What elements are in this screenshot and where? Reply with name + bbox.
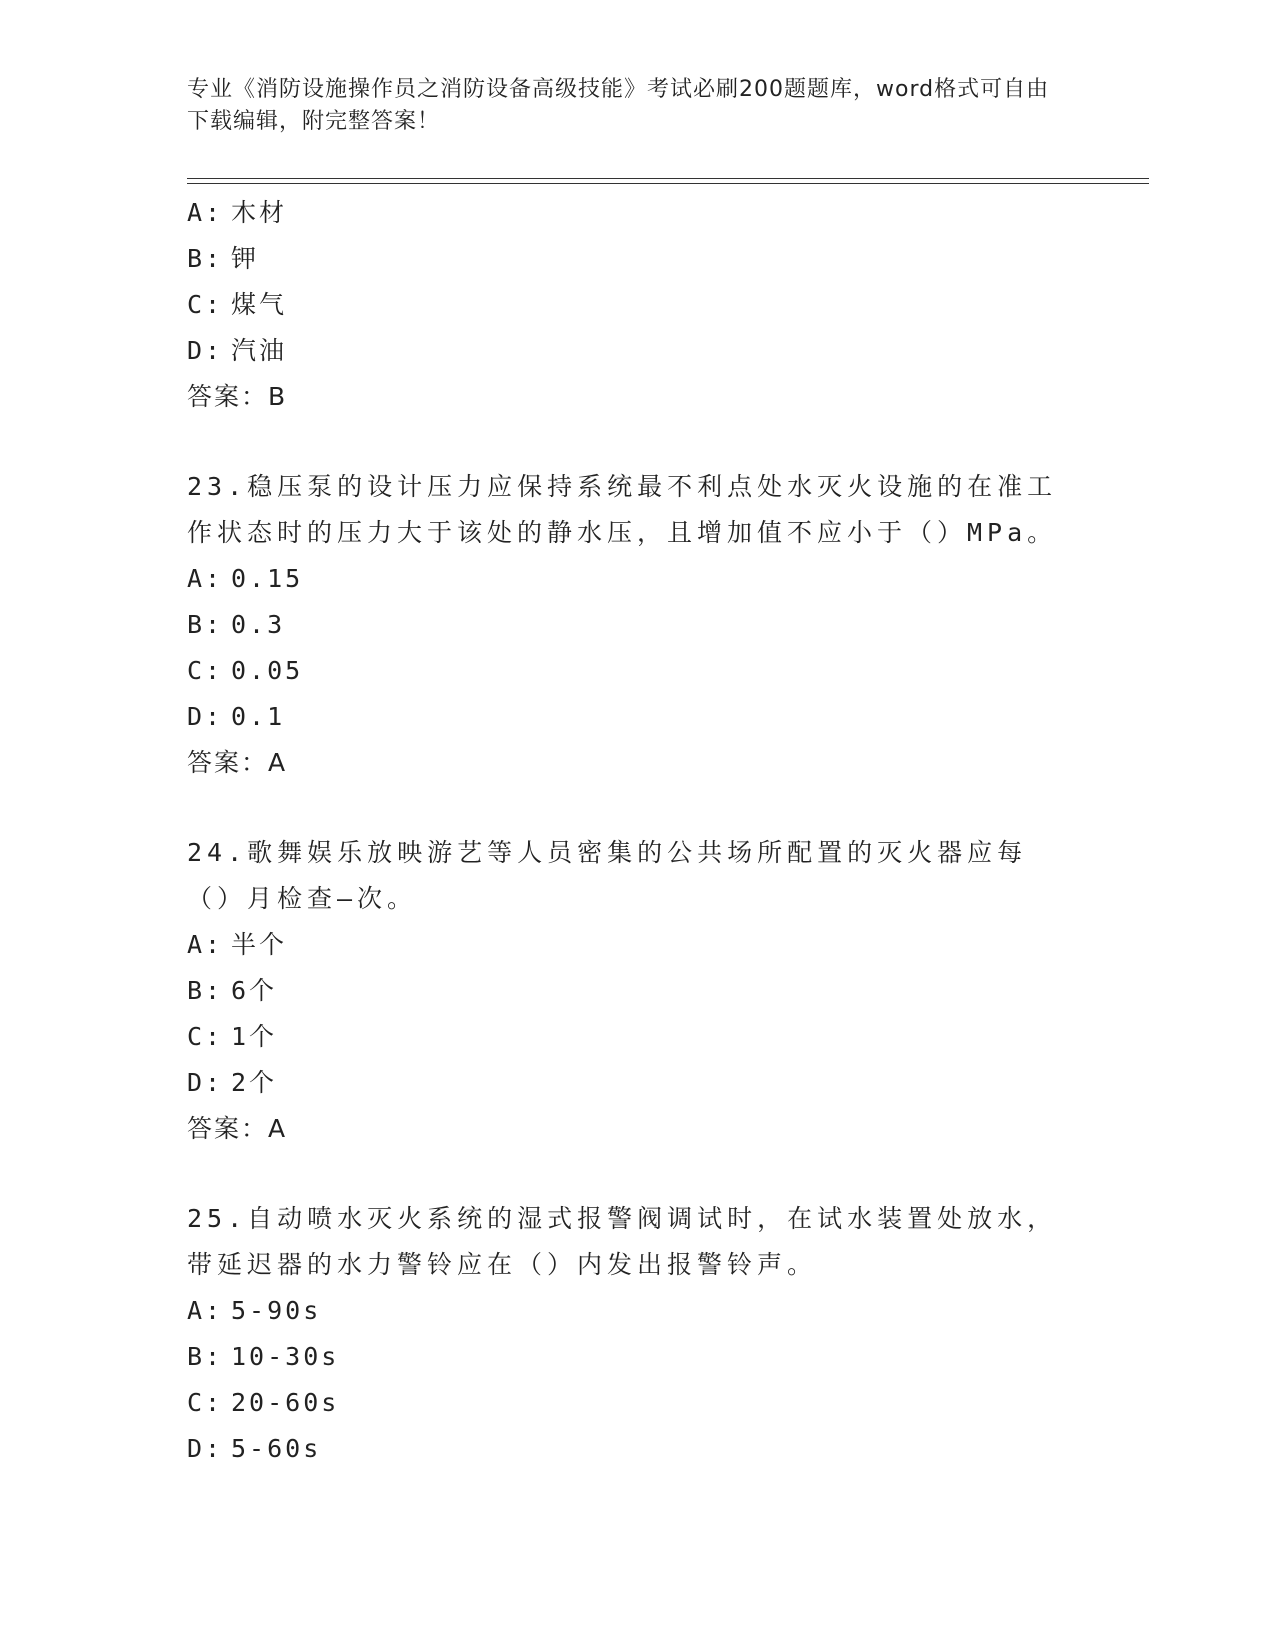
option-prefix: B: [187, 1342, 224, 1371]
option-prefix: D: [187, 336, 224, 365]
question-24 [187, 830, 1087, 1152]
question-list [187, 190, 1087, 1472]
option-text: 钾 [231, 244, 260, 273]
option-prefix: C: [187, 656, 224, 685]
option-a [187, 922, 1087, 968]
option-text: 5-60s [231, 1434, 322, 1463]
option-prefix: B: [187, 976, 224, 1005]
option-b [187, 1334, 1087, 1380]
question-25 [187, 1196, 1087, 1472]
question-text: 24.歌舞娱乐放映游艺等人员密集的公共场所配置的灭火器应每（）月检查—次。 [187, 838, 1028, 913]
option-b [187, 236, 1087, 282]
question-text: 25.自动喷水灭火系统的湿式报警阀调试时，在试水装置处放水，带延迟器的水力警铃应在（）内发出报警铃声。 [187, 1204, 1058, 1279]
option-text: 2个 [231, 1068, 278, 1097]
option-b [187, 602, 1087, 648]
option-prefix: C: [187, 1388, 224, 1417]
answer-line: 答案：A [187, 1114, 288, 1143]
option-d [187, 328, 1087, 374]
option-text: 20-60s [231, 1388, 340, 1417]
option-prefix: D: [187, 702, 224, 731]
question-22 [187, 190, 1087, 420]
option-a [187, 556, 1087, 602]
option-prefix: D: [187, 1434, 224, 1463]
option-b [187, 968, 1087, 1014]
option-text: 1个 [231, 1022, 278, 1051]
option-d [187, 694, 1087, 740]
option-text: 0.3 [231, 610, 286, 639]
option-text: 木材 [231, 198, 288, 227]
option-prefix: C: [187, 290, 224, 319]
option-a [187, 1288, 1087, 1334]
question-23 [187, 464, 1087, 786]
option-text: 6个 [231, 976, 278, 1005]
option-prefix: B: [187, 610, 224, 639]
option-prefix: A: [187, 564, 224, 593]
option-prefix: B: [187, 244, 224, 273]
option-c [187, 1014, 1087, 1060]
option-text: 半个 [231, 930, 288, 959]
option-c [187, 282, 1087, 328]
option-c [187, 648, 1087, 694]
answer-line: 答案：A [187, 748, 288, 777]
option-d [187, 1426, 1087, 1472]
answer-line: 答案：B [187, 382, 288, 411]
option-text: 10-30s [231, 1342, 340, 1371]
option-d [187, 1060, 1087, 1106]
option-text: 0.15 [231, 564, 304, 593]
option-text: 5-90s [231, 1296, 322, 1325]
option-prefix: A: [187, 1296, 224, 1325]
option-text: 煤气 [231, 290, 288, 319]
option-prefix: A: [187, 198, 224, 227]
option-text: 0.1 [231, 702, 286, 731]
option-text: 汽油 [231, 336, 288, 365]
header-divider-top [187, 178, 1149, 179]
header-divider-bottom [187, 183, 1149, 184]
option-text: 0.05 [231, 656, 304, 685]
option-prefix: A: [187, 930, 224, 959]
option-a [187, 190, 1087, 236]
option-prefix: D: [187, 1068, 224, 1097]
option-prefix: C: [187, 1022, 224, 1051]
option-c [187, 1380, 1087, 1426]
document-header: 专业《消防设施操作员之消防设备高级技能》考试必刷200题题库，word格式可自由下载编辑，附完整答案！ [187, 77, 1050, 134]
question-text: 23.稳压泵的设计压力应保持系统最不利点处水灭火设施的在准工作状态时的压力大于该处的静水压，且增加值不应小于（）MPa。 [187, 472, 1058, 547]
